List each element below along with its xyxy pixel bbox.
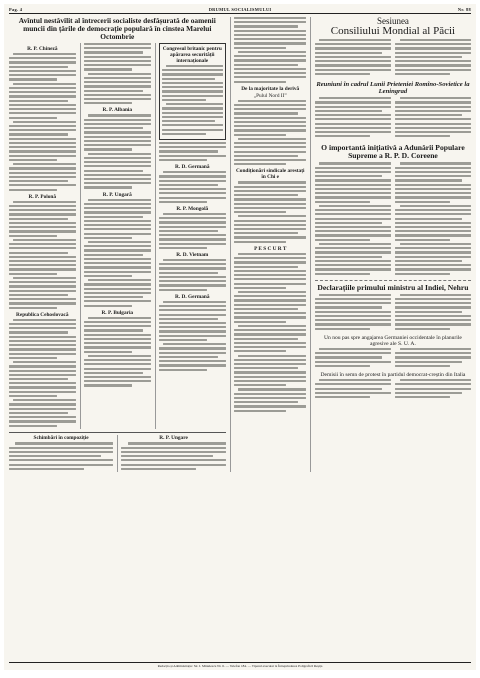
session-label: Sesiunea — [376, 16, 409, 26]
section-heading: R. P. Polonă — [28, 193, 57, 200]
section-heading: R. P. Albania — [102, 107, 133, 114]
bottom-left-article — [9, 435, 113, 472]
section-heading: De la majoritate la derivă — [241, 85, 300, 92]
article-text — [9, 53, 76, 191]
column-3 — [159, 43, 226, 429]
bottom-right-article — [121, 435, 225, 472]
germany-headline: Un nou pas spre angajarea Germaniei occidentale în planurile agresive ale S. U. A. — [323, 334, 462, 347]
masthead — [9, 7, 471, 14]
section-heading: P E S C U R T — [254, 245, 287, 252]
column-2 — [84, 43, 151, 429]
section-heading: R. D. Germană — [175, 164, 210, 171]
article-text — [234, 100, 307, 166]
article-text — [84, 43, 151, 104]
newspaper-page — [4, 4, 476, 670]
right-section — [315, 17, 471, 472]
article-text — [84, 114, 151, 188]
paper-name: DRUMUL SOCIALISMULUI — [208, 7, 272, 12]
article-text — [84, 199, 151, 307]
section-heading: R. P. Bulgaria — [101, 309, 134, 316]
article-text — [159, 301, 226, 371]
section-heading: R. P. Ungară — [102, 191, 132, 198]
section-heading: R. D. Vietnam — [176, 252, 209, 258]
section-subheading: „Pulul Nord II” — [253, 92, 287, 99]
article-text — [9, 319, 76, 427]
declaration-headline: Declarațiile primului ministru al Indiei, Nehru — [317, 282, 469, 292]
box-headline: Congresul britanic pentru apărarea securității internaționale — [162, 46, 222, 64]
initiative-headline: O importantă inițiativă a Adunării Populare Supreme a R. P. D. Coreene — [321, 143, 465, 161]
article-text — [159, 171, 226, 203]
section-heading: Republica Cehoslovacă — [16, 311, 69, 318]
section-heading: R. D. Germană — [175, 293, 210, 300]
session-headline: Consiliului Mondial al Păcii — [330, 25, 456, 37]
lead-headline: Avîntul nestăvilit al întrecerii socialiste desfășurată de oamenii muncii din țările de democrație populară în cinstea Marelui Octombrie — [18, 16, 216, 41]
article-text — [159, 259, 226, 291]
article-text — [9, 201, 76, 309]
italy-headline: Demisii în semn de protest în partidul democrat-creștin din Italia — [320, 372, 466, 379]
section-heading: R. P. Ungare — [159, 435, 188, 442]
section-heading: Schimbări în compoziție — [33, 435, 89, 442]
column-1 — [9, 43, 76, 429]
section-heading: R. P. Mongolă — [176, 205, 209, 212]
reunion-headline: Reuniuni în cadrul Lunii Prieteniei Romîno-Sovietice la Leningrad — [316, 81, 470, 96]
boxed-article — [159, 43, 226, 140]
issue-number: Nr. 88 — [457, 7, 471, 12]
column-4 — [234, 17, 307, 472]
section-heading: R. P. Chineză — [27, 46, 58, 52]
article-text — [234, 17, 307, 83]
section-heading: Condiționări sindicale arestați în Chi e — [235, 168, 305, 181]
article-text — [234, 181, 307, 242]
article-text — [159, 142, 226, 161]
article-text — [84, 317, 151, 387]
page-number: Pag. 4 — [9, 7, 23, 12]
footer-imprint: Redacția și Administrația: Str. I. Minulescu Nr. 6. — Telefon 184. — Tiparul executat la Întreprinderea Poligrafică Reșița — [9, 662, 471, 668]
article-text — [159, 213, 226, 249]
article-text — [234, 253, 307, 412]
